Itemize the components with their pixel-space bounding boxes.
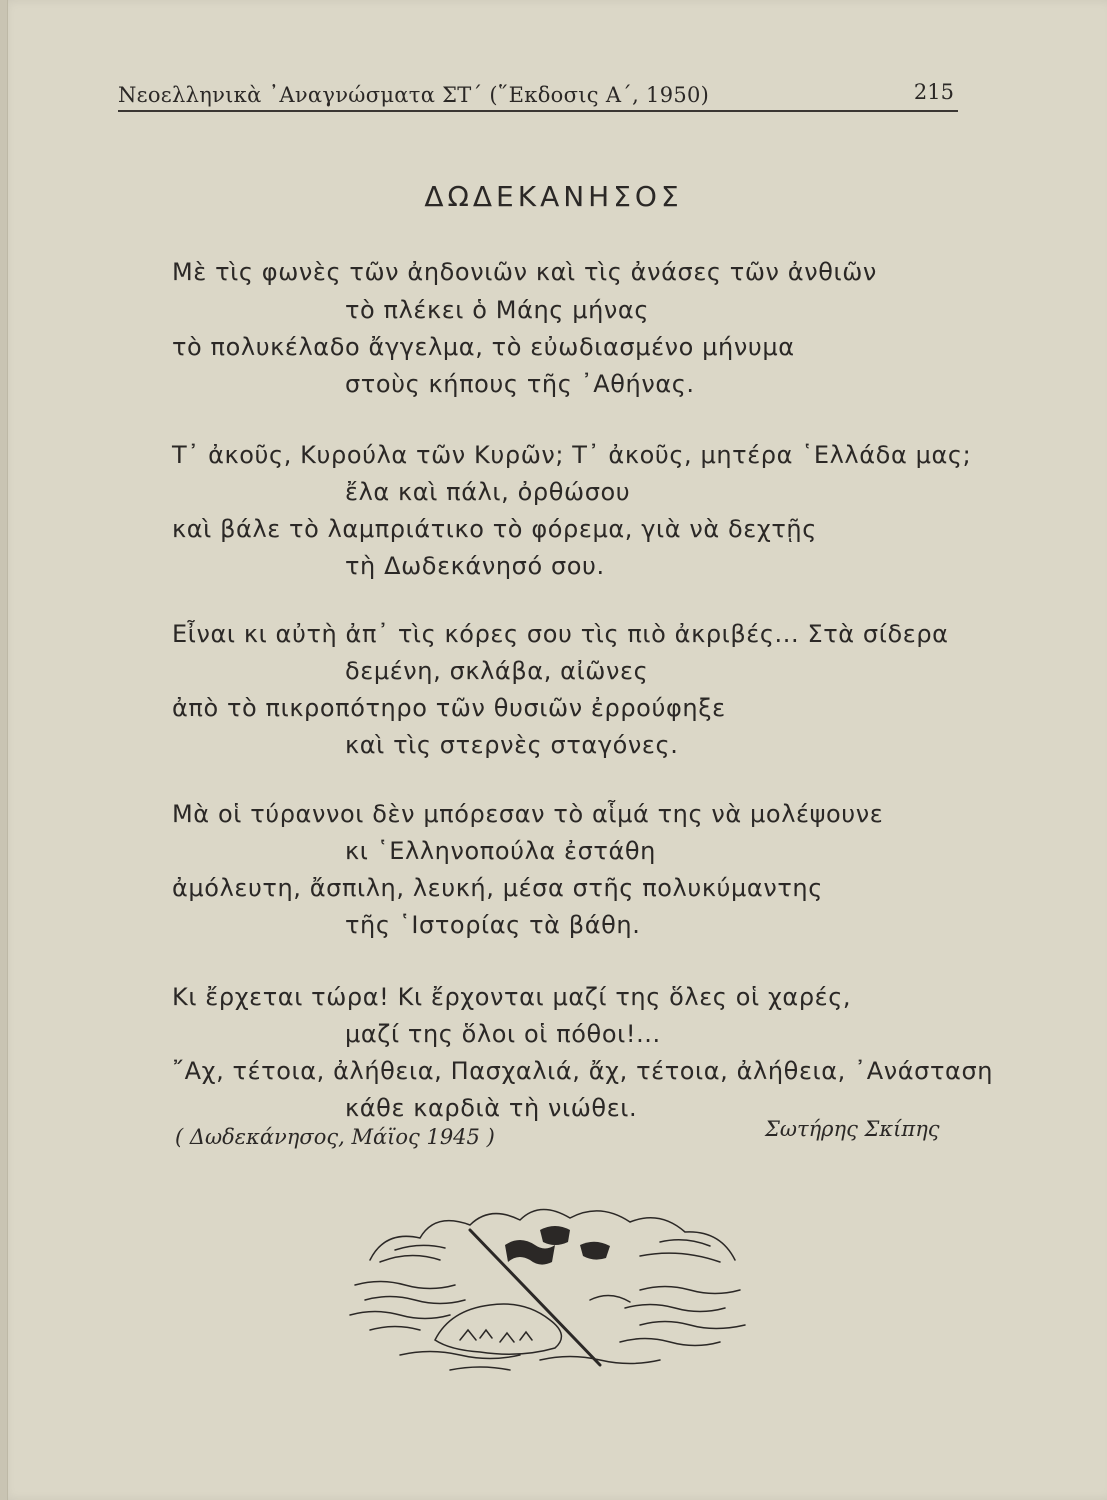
poem-line: καὶ τὶς στερνὲς σταγόνες. xyxy=(345,731,679,759)
poem-line: τῆς ῾Ιστορίας τὰ βάθη. xyxy=(345,911,641,939)
dodecanese-islands-vignette-icon xyxy=(340,1190,760,1380)
poem-line: ἀμόλευτη, ἄσπιλη, λευκή, μέσα στῆς πολυκύμαντης xyxy=(172,874,823,902)
poem-line: καὶ βάλε τὸ λαμπριάτικο τὸ φόρεμα, γιὰ νὰ δεχτῇς xyxy=(172,515,817,543)
page-spine-edge xyxy=(0,0,8,1500)
poem-line: στοὺς κήπους τῆς ᾿Αθήνας. xyxy=(345,370,695,398)
running-header xyxy=(118,76,958,112)
poem-place-date: ( Δωδεκάνησος, Μάϊος 1945 ) xyxy=(175,1125,495,1149)
poem-line: κι ῾Ελληνοπούλα ἐστάθη xyxy=(345,837,656,865)
poem-line: κάθε καρδιὰ τὴ νιώθει. xyxy=(345,1094,638,1122)
poem-line: τὴ Δωδεκάνησό σου. xyxy=(345,552,605,580)
poem-title: ΔΩΔΕΚΑΝΗΣΟΣ xyxy=(424,180,683,213)
poem-line: ῎Αχ, τέτοια, ἀλήθεια, Πασχαλιά, ἄχ, τέτοια, ἀλήθεια, ᾿Ανάσταση xyxy=(172,1057,994,1085)
poem-author: Σωτήρης Σκίπης xyxy=(765,1117,940,1141)
poem-line: μαζί της ὅλοι οἱ πόθοι!... xyxy=(345,1020,661,1048)
running-title: Νεοελληνικὰ ᾿Αναγνώσματα ΣΤ΄ (῞Εκδοσις Α΄, 1950) xyxy=(118,83,710,107)
poem-line: Κι ἔρχεται τώρα! Κι ἔρχονται μαζί της ὅλες οἱ χαρές, xyxy=(172,983,852,1011)
poem-line: Εἶναι κι αὐτὴ ἀπ᾿ τὶς κόρες σου τὶς πιὸ ἀκριβές... Στὰ σίδερα xyxy=(172,620,949,648)
poem-line: δεμένη, σκλάβα, αἰῶνες xyxy=(345,657,649,685)
poem-line: Μὰ οἱ τύραννοι δὲν μπόρεσαν τὸ αἷμά της νὰ μολέψουνε xyxy=(172,800,884,828)
poem-line: Μὲ τὶς φωνὲς τῶν ἀηδονιῶν καὶ τὶς ἀνάσες τῶν ἀνθιῶν xyxy=(172,258,877,286)
page-number: 215 xyxy=(913,80,954,104)
poem-line: Τ᾿ ἀκοῦς, Κυρούλα τῶν Κυρῶν; Τ᾿ ἀκοῦς, μητέρα ῾Ελλάδα μας; xyxy=(172,441,972,469)
poem-line: ἔλα καὶ πάλι, ὀρθώσου xyxy=(345,478,631,506)
poem-line: τὸ πολυκέλαδο ἄγγελμα, τὸ εὐωδιασμένο μήνυμα xyxy=(172,333,795,361)
poem-line: ἀπὸ τὸ πικροπότηρο τῶν θυσιῶν ἐρρούφηξε xyxy=(172,694,726,722)
poem-line: τὸ πλέκει ὁ Μάης μήνας xyxy=(345,296,650,324)
